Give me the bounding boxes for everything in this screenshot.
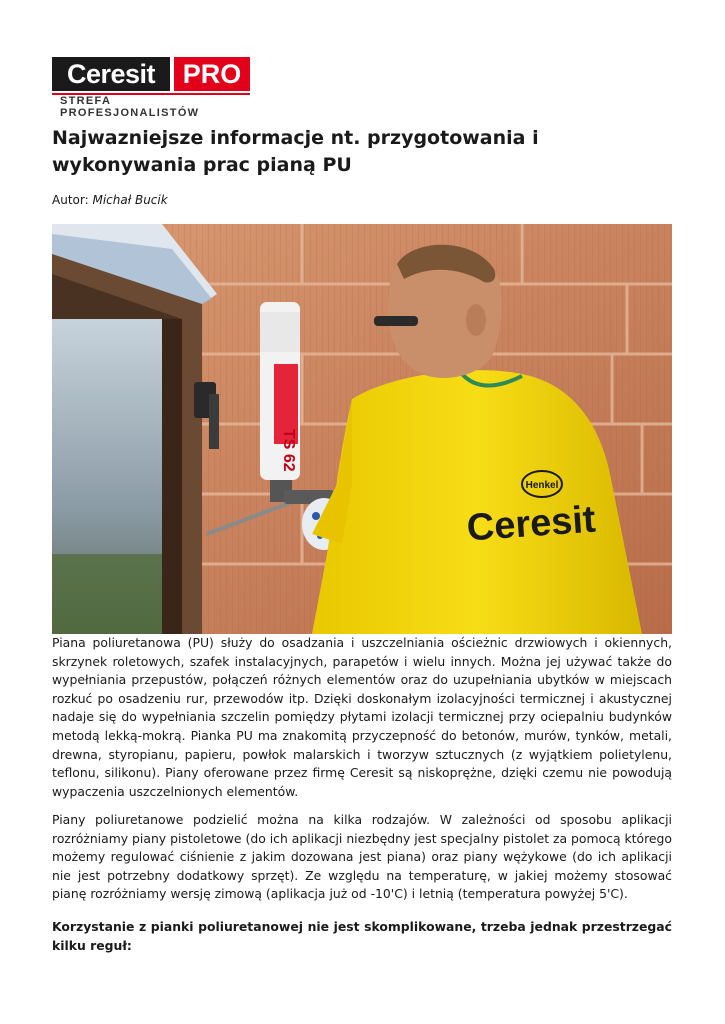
author-label: Autor: <box>52 193 89 207</box>
ceresit-pro-logo <box>52 57 252 119</box>
jacket-henkel-text: Henkel <box>525 480 559 491</box>
article-title: Najwazniejsze informacje nt. przygotowania i wykonywania prac pianą PU <box>52 127 539 176</box>
logo-tagline: STREFA PROFESJONALISTÓW <box>60 95 200 119</box>
article-photo <box>52 224 672 634</box>
paragraph-3-bold: Korzystanie z pianki poliuretanowej nie jest skomplikowane, trzeba jednak przestrzegać kilku reguł: <box>52 919 672 953</box>
jacket-ceresit-text: Ceresit <box>465 498 597 550</box>
safety-glasses <box>374 316 418 326</box>
paragraph-1: Piana poliuretanowa (PU) służy do osadzania i uszczelniania ościeżnic drzwiowych i okiennych, skrzynek roletowych, szafek instalacyjnych, parapetów i wielu innych. Można jej używać także do wypełniania przepustów, połączeń różnych elementów oraz do uzupełniania ubytków w miejscach rozkuć po osadzeniu rur, przewodów itp. Dzięki doskonałym izolacyjności termicznej i akustycznej nadaje się do wypełniania szczelin pomiędzy płytami izolacji termicznej przy ociepalniu budynków metodą lekką-mokrą. Pianka PU ma znakomitą przyczepność do betonów, murów, tynków, metali, drewna, styropianu, papieru, powłok malarskich i tworzyw sztucznych (z wyjątkiem polietylenu, teflonu, silikonu). Piany oferowane przez firmę Ceresit są niskoprężne, dzięki czemu nie powodują wypaczenia uszczelnionych elementów. <box>52 635 672 799</box>
logo-brand-text: Ceresit <box>52 57 170 91</box>
can-label: TS 62 <box>280 429 297 472</box>
author-line <box>52 193 168 207</box>
author-name: Michał Bucik <box>92 193 168 207</box>
paragraph-2: Piany poliuretanowe podzielić można na kilka rodzajów. W zależności od sposobu aplikacji rozróżniamy piany pistoletowe (do ich aplikacji niezbędny jest specjalny pistolet za pomocą którego możemy regulować ciśnienie z jakim dozowana jest piana) oraz piany wężykowe (do ich aplikacji nie jest potrzebny dodatkowy sprzęt). Ze względu na temperaturę, w jakiej możemy stosować pianę rozróżniamy wersję zimową (aplikacja już od -10'C) i letnią (temperatura powyżej 5'C). <box>52 812 672 902</box>
logo-pro-badge: PRO <box>174 57 250 91</box>
